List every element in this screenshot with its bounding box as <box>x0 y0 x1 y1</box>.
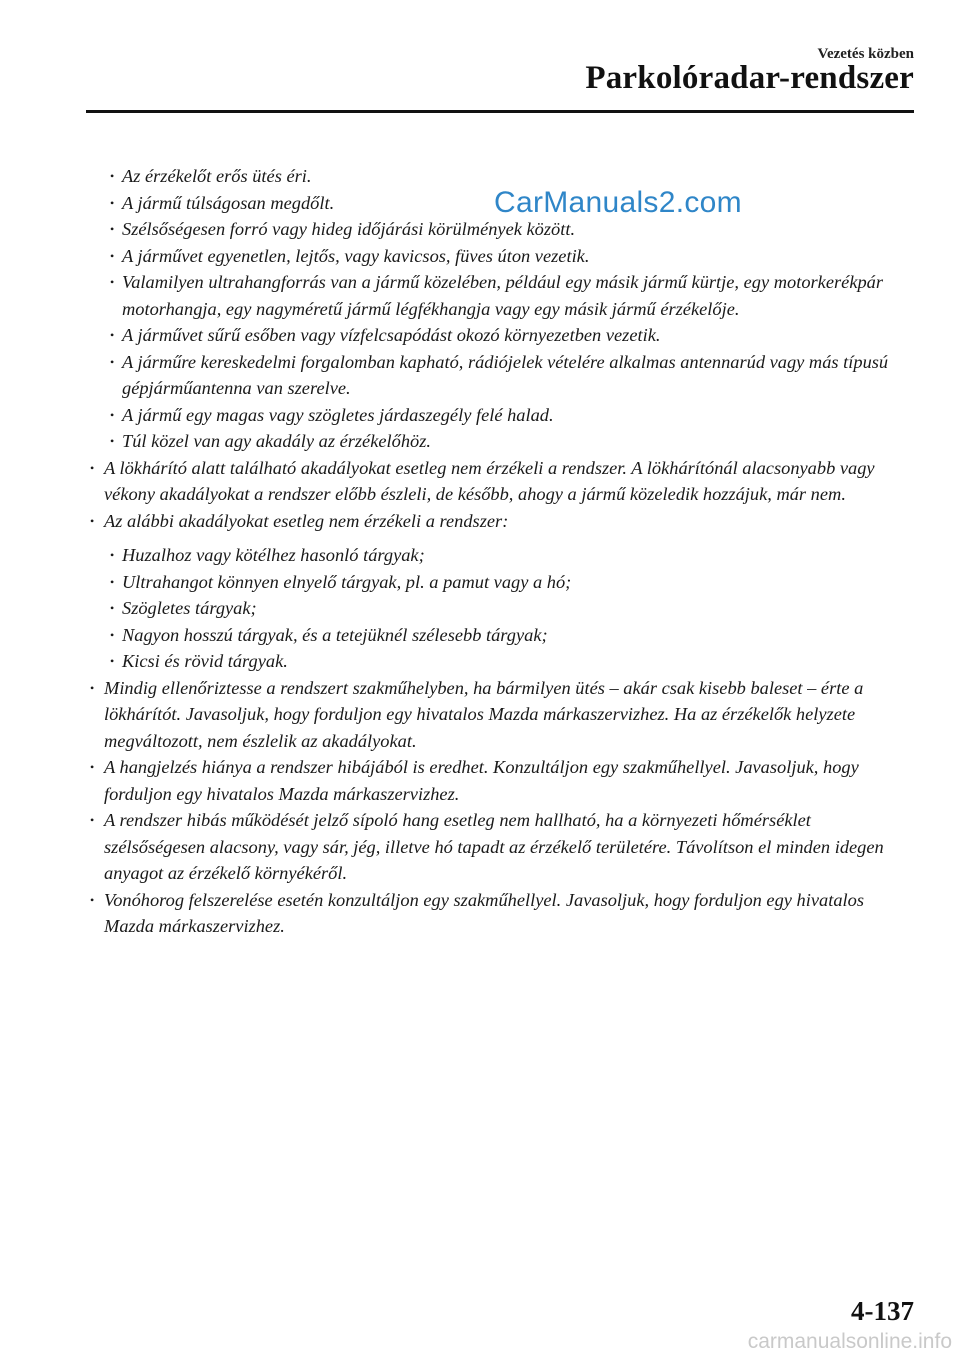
watermark-footer: carmanualsonline.info <box>747 1330 952 1353</box>
page-title: Parkolóradar-rendszer <box>585 60 914 96</box>
list-item: • Az érzékelőt erős ütés éri. <box>86 163 916 190</box>
page-content <box>86 163 916 940</box>
list-item: • Kicsi és rövid tárgyak. <box>86 648 916 675</box>
list-item: • Nagyon hosszú tárgyak, és a tetejüknél szélesebb tárgyak; <box>86 622 916 649</box>
header-divider <box>86 110 914 113</box>
list-item: • Valamilyen ultrahangforrás van a jármű közelében, például egy másik jármű kürtje, egy motorkerékpár motorhangja, egy nagyméretű jármű légfékhangja vagy egy másik jármű érzékelője. <box>86 269 916 322</box>
list-item: • A járműre kereskedelmi forgalomban kapható, rádiójelek vételére alkalmas antennarúd vagy más típusú gépjárműantenna van szerelve. <box>86 349 916 402</box>
list-item: • A jármű túlságosan megdőlt. <box>86 190 916 217</box>
list-item: • Túl közel van agy akadály az érzékelőhöz. <box>86 428 916 455</box>
watermark-logo: CarManuals2.com <box>494 186 742 219</box>
list-item: • Az alábbi akadályokat esetleg nem érzékeli a rendszer: <box>86 508 916 535</box>
nested-list-container <box>86 542 916 675</box>
list-item: • A lökhárító alatt található akadályokat esetleg nem érzékeli a rendszer. A lökhárítónál alacsonyabb vagy vékony akadályokat a rendszer előbb észleli, de később, ahogy a jármű közeledik hozzájuk, már nem. <box>86 455 916 508</box>
list-item: • Szögletes tárgyak; <box>86 595 916 622</box>
list-item: • A rendszer hibás működését jelző sípoló hang esetleg nem hallható, ha a környezeti hőmérséklet szélsőségesen alacsony, vagy sár, jég, illetve hó tapadt az érzékelő területére. Távolítson el minden idegen anyagot az érzékelő környékéről. <box>86 807 916 887</box>
conditions-list <box>86 163 916 455</box>
obstacles-list <box>86 542 916 675</box>
main-bullet-list <box>86 163 916 940</box>
list-item: • A járművet sűrű esőben vagy vízfelcsapódást okozó környezetben vezetik. <box>86 322 916 349</box>
nested-list-container <box>86 163 916 455</box>
list-item: • A hangjelzés hiánya a rendszer hibájából is eredhet. Konzultáljon egy szakműhellyel. Javasoljuk, hogy forduljon egy hivatalos Mazda márkaszervizhez. <box>86 754 916 807</box>
list-item: • Huzalhoz vagy kötélhez hasonló tárgyak; <box>86 542 916 569</box>
list-item: • A járművet egyenetlen, lejtős, vagy kavicsos, füves úton vezetik. <box>86 243 916 270</box>
list-item: • Vonóhorog felszerelése esetén konzultáljon egy szakműhellyel. Javasoljuk, hogy forduljon egy hivatalos Mazda márkaszervizhez. <box>86 887 916 940</box>
section-label: Vezetés közben <box>817 46 914 62</box>
list-item: • Mindig ellenőriztesse a rendszert szakműhelyben, ha bármilyen ütés – akár csak kisebb baleset – érte a lökhárítót. Javasoljuk, hogy forduljon egy hivatalos Mazda márkaszervizhez. Ha az érzékelők helyzete megváltozott, nem észlelik az akadályokat. <box>86 675 916 755</box>
list-item: • Ultrahangot könnyen elnyelő tárgyak, pl. a pamut vagy a hó; <box>86 569 916 596</box>
page-number: 4-137 <box>851 1296 914 1326</box>
list-item: • Szélsőségesen forró vagy hideg időjárási körülmények között. <box>86 216 916 243</box>
list-item: • A jármű egy magas vagy szögletes járdaszegély felé halad. <box>86 402 916 429</box>
